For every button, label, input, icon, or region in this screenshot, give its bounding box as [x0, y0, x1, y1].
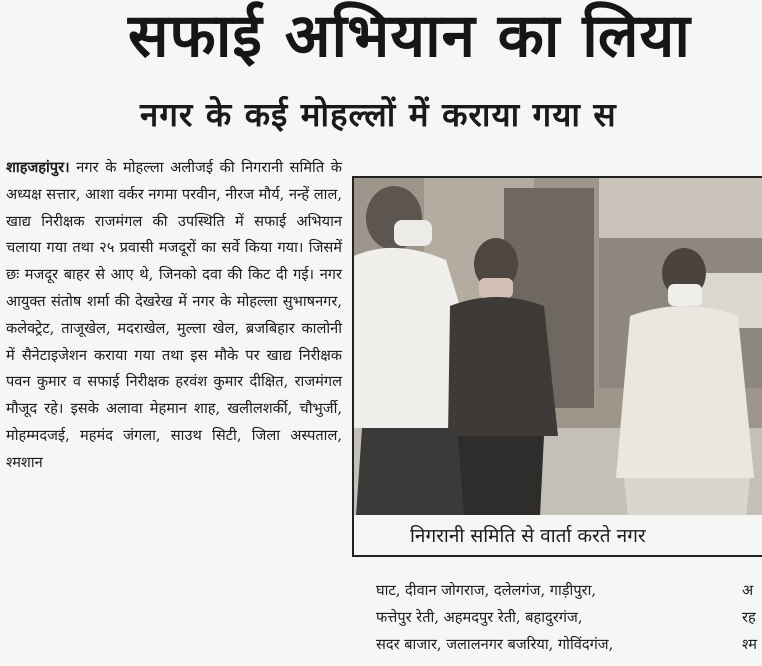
- next-column-cropped: [742, 578, 762, 658]
- news-photo: [352, 176, 762, 518]
- text-line: फत्तेपुर रेती, अहमदपुर रेती, बहादुरगंज,: [376, 608, 583, 626]
- headline: सफाई अभियान का लिया: [128, 1, 691, 71]
- text-line: रह: [742, 608, 756, 626]
- article-paragraph: [6, 155, 342, 477]
- text-line: श्म: [742, 635, 757, 653]
- dateline: शाहजहांपुर।: [6, 159, 70, 176]
- article-body-column: [6, 155, 342, 477]
- article-continuation-column: [376, 578, 728, 658]
- article-body-text: नगर के मोहल्ला अलीजई की निगरानी समिति के अध्यक्ष सत्तार, आशा वर्कर नगमा परवीन, नीरज मौर्य, नन्हें लाल, खाद्य निरीक्षक राजमंगल की उपस्थिति में सफाई अभियान चलाया गया तथा २५ प्रवासी मजदूरों का सर्वे किया गया। जिसमें छः मजदूर बाहर से आए थे, जिनको दवा की किट दी गई। नगर आयुक्त संतोष शर्मा की देखरेख में नगर के मोहल्ला सुभाषनगर, कलेक्ट्रेट, ताजूखेल, मदराखेल, मुल्ला खेल, ब्रजबिहार कालोनी में सैनेटाइजेशन कराया गया तथा इस मौके पर खाद्य निरीक्षक पवन कुमार व सफाई निरीक्षक हरवंश कुमार दीक्षित, राजमंगल मौजूद रहे। इसके अलावा मेहमान शाह, खलीलशर्की, चौभुर्जी, मोहम्मदजई, महमंद जंगला, साउथ सिटी, जिला अस्पताल, श्मशान: [6, 159, 342, 471]
- text-line: सदर बाजार, जलालनगर बजरिया, गोविंदगंज,: [376, 635, 614, 653]
- photo-caption: निगरानी समिति से वार्ता करते नगर: [352, 515, 762, 557]
- subheadline: नगर के कई मोहल्लों में कराया गया स: [140, 95, 617, 134]
- news-photo-image: [354, 178, 762, 516]
- text-line: अ: [742, 582, 754, 599]
- text-line: घाट, दीवान जोगराज, दलेलगंज, गाड़ीपुरा,: [376, 582, 597, 599]
